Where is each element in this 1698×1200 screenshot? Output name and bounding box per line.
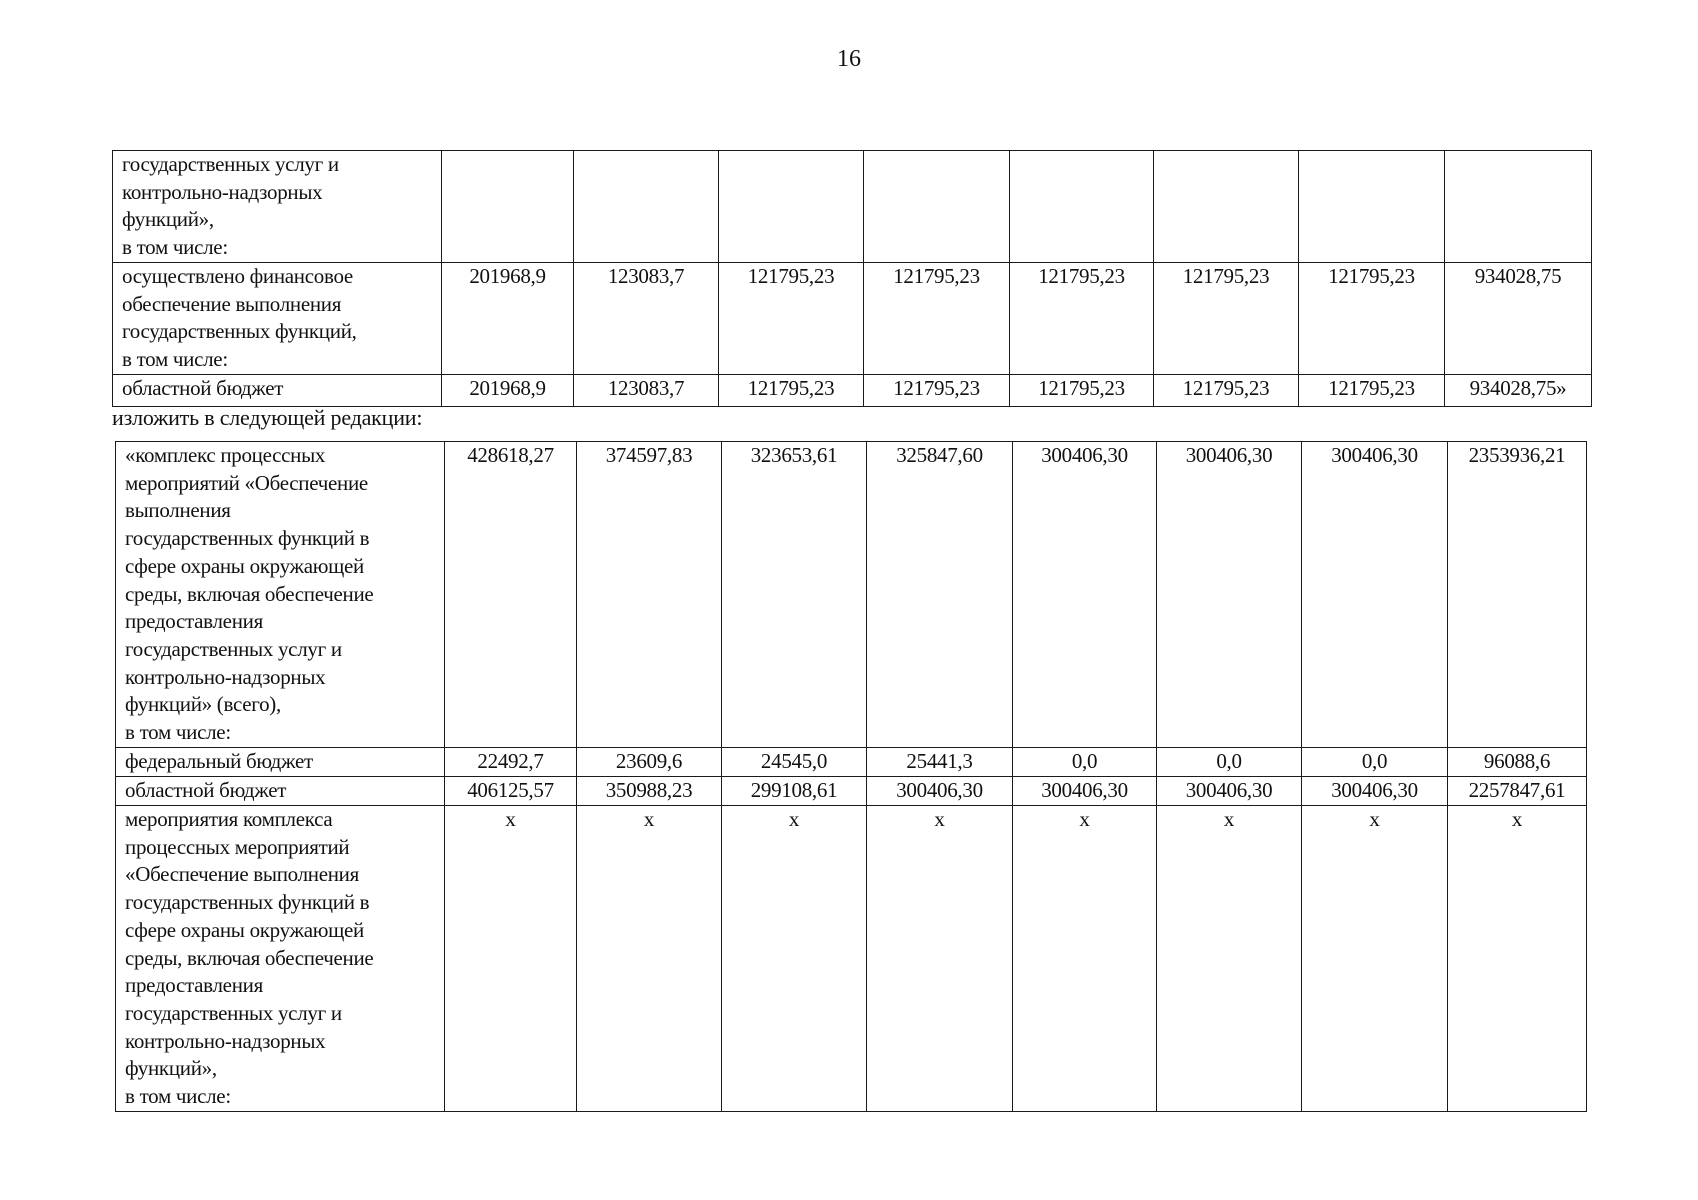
value-cell: 22492,7	[445, 748, 577, 777]
value-cell: 121795,23	[1010, 263, 1154, 375]
value-cell: 300406,30	[1302, 777, 1448, 806]
value-cell: х	[867, 806, 1013, 1112]
value-cell: 123083,7	[574, 263, 719, 375]
value-cell: 0,0	[1157, 748, 1302, 777]
table-row	[113, 374, 1592, 406]
value-cell: 121795,23	[1154, 263, 1299, 375]
value-cell: 23609,6	[577, 748, 722, 777]
value-cell: х	[1013, 806, 1157, 1112]
row-label: мероприятия комплекса процессных мероприятий «Обеспечение выполнения государственных функций в сфере охраны окружающей среды, включая обеспечение предоставления государственных услуг и контрольно-надзорных функций», в том числе:	[116, 806, 445, 1112]
row-label: осуществлено финансовое обеспечение выполнения государственных функций, в том числе:	[113, 263, 442, 375]
value-cell	[1154, 151, 1299, 263]
value-cell: 300406,30	[1157, 442, 1302, 748]
value-cell: 2353936,21	[1448, 442, 1587, 748]
value-cell	[1010, 151, 1154, 263]
value-cell: 0,0	[1302, 748, 1448, 777]
value-cell: 24545,0	[722, 748, 867, 777]
value-cell: х	[722, 806, 867, 1112]
value-cell: 201968,9	[442, 263, 574, 375]
value-cell: 123083,7	[574, 374, 719, 406]
value-cell: 300406,30	[1157, 777, 1302, 806]
value-cell: 2257847,61	[1448, 777, 1587, 806]
value-cell: 934028,75	[1445, 263, 1592, 375]
row-label: областной бюджет	[113, 374, 442, 406]
page-number: 16	[837, 46, 861, 72]
table-row	[116, 777, 1587, 806]
value-cell: 121795,23	[1010, 374, 1154, 406]
value-cell: х	[1302, 806, 1448, 1112]
value-cell	[574, 151, 719, 263]
value-cell: 300406,30	[1302, 442, 1448, 748]
value-cell: 300406,30	[1013, 442, 1157, 748]
value-cell	[1445, 151, 1592, 263]
value-cell: 201968,9	[442, 374, 574, 406]
value-cell	[1299, 151, 1445, 263]
value-cell: 121795,23	[864, 374, 1010, 406]
value-cell	[719, 151, 864, 263]
value-cell: 323653,61	[722, 442, 867, 748]
value-cell: 428618,27	[445, 442, 577, 748]
table-row	[116, 806, 1587, 1112]
table-row	[116, 442, 1587, 748]
value-cell: х	[577, 806, 722, 1112]
value-cell: 121795,23	[1299, 374, 1445, 406]
row-label: «комплекс процессных мероприятий «Обеспечение выполнения государственных функций в сфере охраны окружающей среды, включая обеспечение предоставления государственных услуг и контрольно-надзорных функций» (всего), в том числе:	[116, 442, 445, 748]
value-cell: 300406,30	[1013, 777, 1157, 806]
value-cell: 121795,23	[1299, 263, 1445, 375]
amendment-heading: изложить в следующей редакции:	[112, 405, 423, 430]
table-row	[113, 263, 1592, 375]
value-cell: 934028,75»	[1445, 374, 1592, 406]
value-cell: 299108,61	[722, 777, 867, 806]
table-row	[113, 151, 1592, 263]
row-label: областной бюджет	[116, 777, 445, 806]
value-cell: 300406,30	[867, 777, 1013, 806]
value-cell: х	[1448, 806, 1587, 1112]
value-cell: х	[445, 806, 577, 1112]
value-cell: 325847,60	[867, 442, 1013, 748]
table-row	[116, 748, 1587, 777]
value-cell: 121795,23	[1154, 374, 1299, 406]
value-cell: 406125,57	[445, 777, 577, 806]
row-label: федеральный бюджет	[116, 748, 445, 777]
budget-table-new	[115, 441, 1587, 1112]
budget-table-old	[112, 150, 1592, 407]
value-cell: х	[1157, 806, 1302, 1112]
value-cell: 121795,23	[719, 263, 864, 375]
value-cell: 350988,23	[577, 777, 722, 806]
value-cell	[442, 151, 574, 263]
value-cell	[864, 151, 1010, 263]
value-cell: 0,0	[1013, 748, 1157, 777]
value-cell: 121795,23	[719, 374, 864, 406]
value-cell: 121795,23	[864, 263, 1010, 375]
row-label: государственных услуг и контрольно-надзорных функций», в том числе:	[113, 151, 442, 263]
value-cell: 374597,83	[577, 442, 722, 748]
value-cell: 96088,6	[1448, 748, 1587, 777]
value-cell: 25441,3	[867, 748, 1013, 777]
